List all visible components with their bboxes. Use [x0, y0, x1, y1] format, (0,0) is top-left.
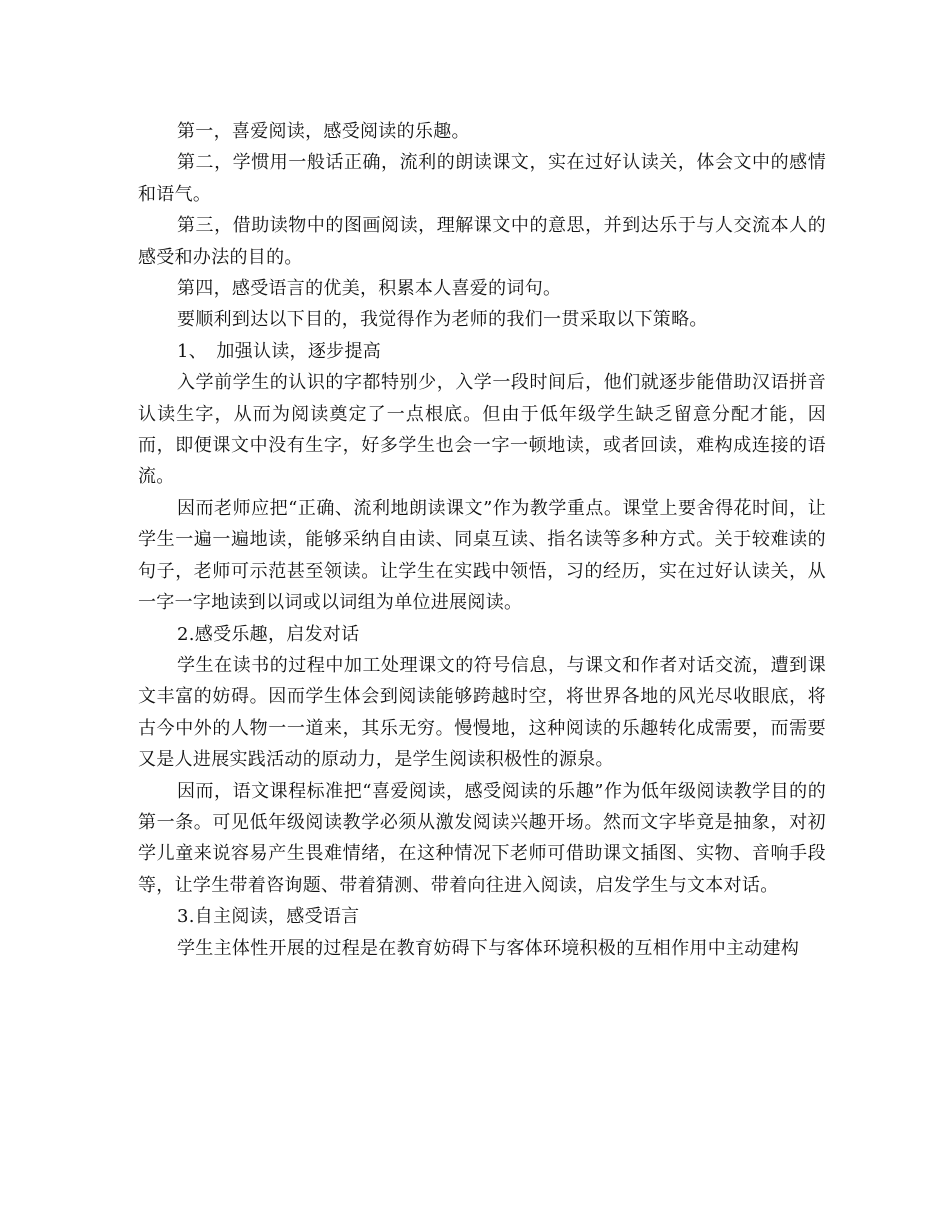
paragraph-body: 因而老师应把“正确、流利地朗读课文”作为教学重点。课堂上要舍得花时间，让学生一遍一遍地读，能够采纳自由读、同桌互读、指名读等多种方式。关于较难读的句子，老师可示范甚至领读。让学生在实践中领悟，习的经历，实在过好认读关，从一字一字地读到以词或以词组为单位进展阅读。: [138, 497, 826, 614]
section-heading-3: 3.自主阅读，感受语言: [177, 906, 360, 928]
section-heading-2: 2.感受乐趣，启发对话: [177, 623, 360, 645]
paragraph-goal-2: 第二，学惯用一般话正确，流利的朗读课文，实在过好认读关，体会文中的感情和语气。: [138, 152, 826, 205]
paragraph-body: 入学前学生的认识的字都特别少，入学一段时间后，他们就逐步能借助汉语拼音认读生字，从而为阅读奠定了一点根底。但由于低年级学生缺乏留意分配才能，因而，即便课文中没有生字，好多学生也会一字一顿地读，或者回读，难构成连接的语流。: [138, 372, 826, 488]
paragraph-goal-3: 第三，借助读物中的图画阅读，理解课文中的意思，并到达乐于与人交流本人的感受和办法的目的。: [138, 215, 826, 268]
paragraph-strategy-intro: 要顺利到达以下目的，我觉得作为老师的我们一贯采取以下策略。: [177, 309, 708, 331]
paragraph-goal-4: 第四，感受语言的优美，积累本人喜爱的词句。: [177, 278, 562, 300]
paragraph-body: 学生主体性开展的过程是在教育妨碍下与客体环境积极的互相作用中主动建构: [177, 937, 800, 959]
section-heading-1: 1、 加强认读，逐步提高: [177, 340, 382, 362]
paragraph-goal-1: 第一，喜爱阅读，感受阅读的乐趣。: [177, 121, 470, 142]
paragraph-body: 因而，语文课程标准把“喜爱阅读，感受阅读的乐趣”作为低年级阅读教学目的的第一条。可见低年级阅读教学必须从激发阅读兴趣开场。然而文字毕竟是抽象，对初学儿童来说容易产生畏难情绪，在这种情况下老师可借助课文插图、实物、音响手段等，让学生带着咨询题、带着猜测、带着向往进入阅读，启发学生与文本对话。: [138, 780, 826, 896]
document-body: [138, 116, 826, 964]
paragraph-body: 学生在读书的过程中加工处理课文的符号信息，与课文和作者对话交流，遭到课文丰富的妨碍。因而学生体会到阅读能够跨越时空，将世界各地的风光尽收眼底，将古今中外的人物一一道来，其乐无穷。慢慢地，这种阅读的乐趣转化成需要，而需要又是人进展实践活动的原动力，是学生阅读积极性的源泉。: [138, 654, 826, 771]
